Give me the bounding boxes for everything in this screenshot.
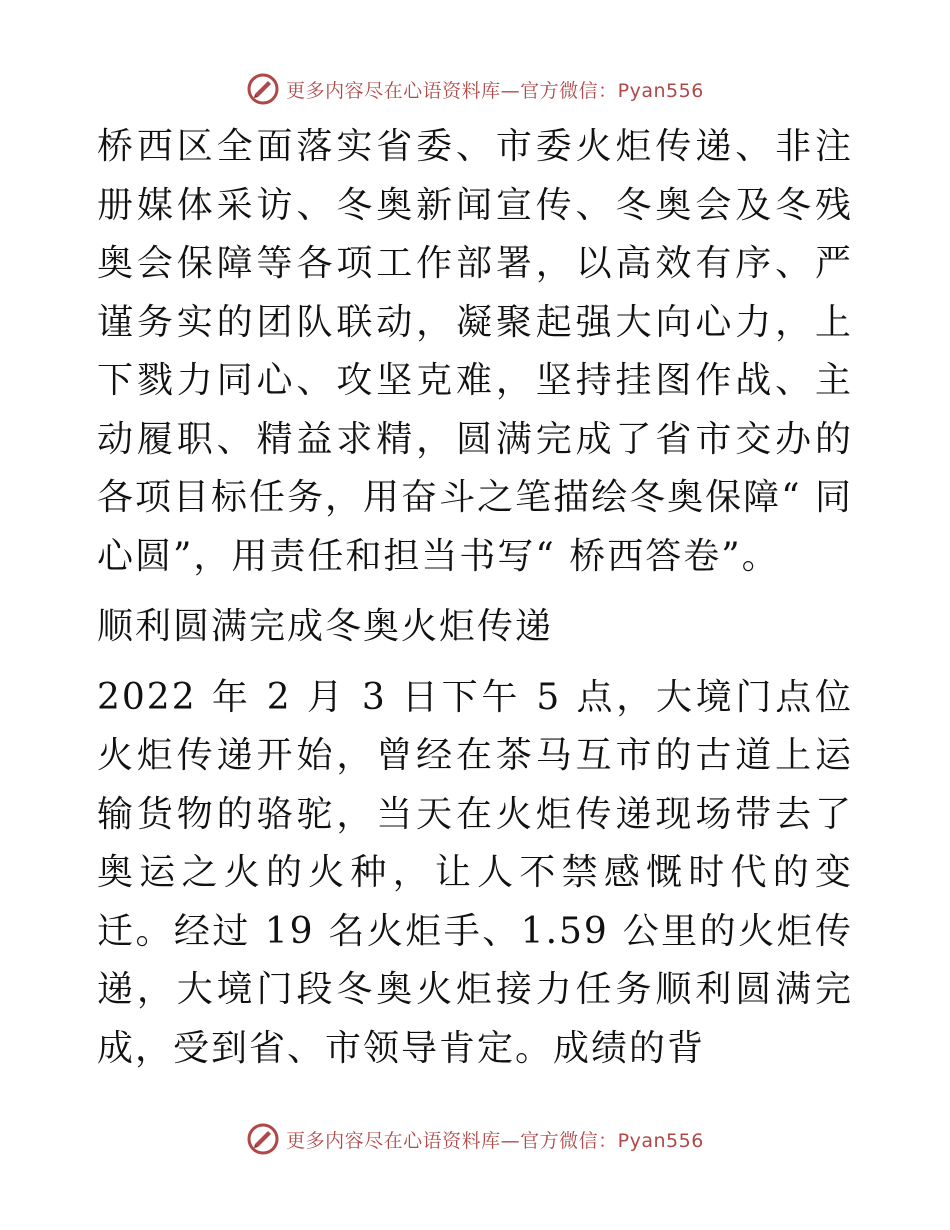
section-heading: 顺利圆满完成冬奥火炬传递 [97, 606, 554, 647]
paragraph-torch-relay: 2022 年 2 月 3 日下午 5 点，大境门点位火炬传递开始，曾经在茶马互市的古道上运输货物的骆驼，当天在火炬传递现场带去了奥运之火的火种，让人不禁感慨时代的变迁。经过 19 名火炬手、1.59 公里的火炬传递，大境门段冬奥火炬接力任务顺利圆满完成，受到省、市领导肯定。成绩的背 [97, 676, 853, 1069]
footer-watermark [0, 1122, 950, 1156]
header-watermark-text: 更多内容尽在心语资料库—官方微信：Pyan556 [286, 79, 704, 102]
paragraph-intro: 桥西区全面落实省委、市委火炬传递、非注册媒体采访、冬奥新闻宣传、冬奥会及冬残奥会保障等各项工作部署，以高效有序、严谨务实的团队联动，凝聚起强大向心力，上下戮力同心、攻坚克难，坚持挂图作战、主动履职、精益求精，圆满完成了省市交办的各项目标任务，用奋斗之笔描绘冬奥保障“ 同心圆”，用责任和担当书写“ 桥西答卷”。 [97, 126, 853, 577]
footer-watermark-text: 更多内容尽在心语资料库—官方微信：Pyan556 [286, 1129, 704, 1152]
logo-icon [246, 1122, 280, 1156]
logo-icon [246, 72, 280, 106]
article-body [97, 118, 853, 1090]
header-watermark [0, 72, 950, 106]
